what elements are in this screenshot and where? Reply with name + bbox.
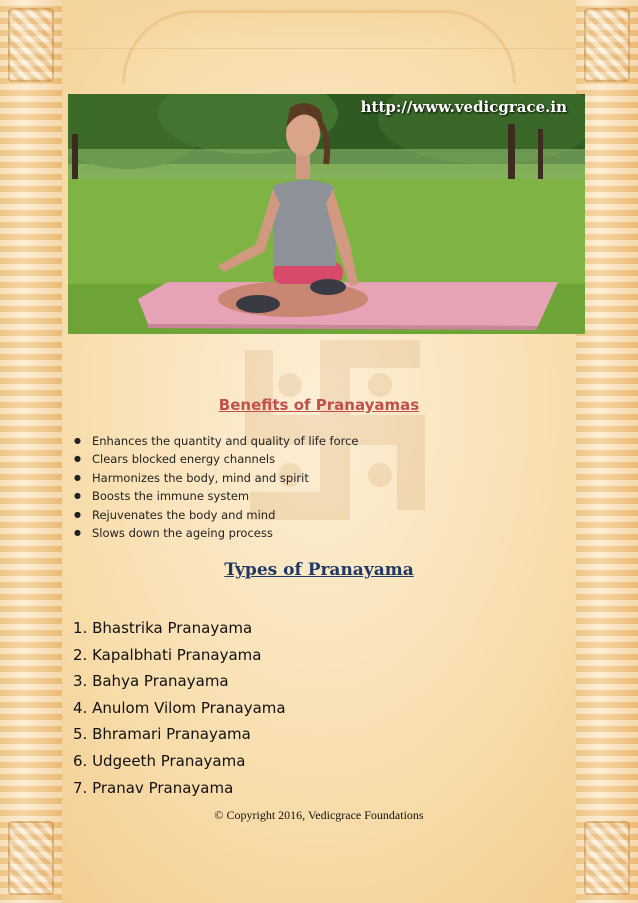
list-item: ● Clears blocked energy channels xyxy=(74,450,359,468)
list-item: 6. Udgeeth Pranayama xyxy=(73,751,246,770)
list-item: ● Harmonizes the body, mind and spirit xyxy=(74,469,359,487)
list-item: ● Enhances the quantity and quality of life force xyxy=(74,432,359,450)
list-item: 3. Bahya Pranayama xyxy=(73,672,229,691)
list-item: ● Slows down the ageing process xyxy=(74,524,359,542)
list-item: ● Rejuvenates the body and mind xyxy=(74,506,359,524)
left-pillar-border xyxy=(0,0,62,903)
benefits-heading: Benefits of Pranayamas xyxy=(218,396,420,414)
types-heading: Types of Pranayama xyxy=(224,560,414,580)
meditation-photo xyxy=(68,94,585,334)
list-item: 1. Bhastrika Pranayama xyxy=(73,619,253,637)
list-item: ● Boosts the immune system xyxy=(74,487,359,505)
list-item: 2. Kapalbhati Pranayama xyxy=(73,645,262,664)
website-url-watermark: http://www.vedicgrace.in xyxy=(360,98,567,116)
top-arch-ornament xyxy=(62,0,576,49)
list-item: 7. Pranav Pranayama xyxy=(73,778,234,797)
list-item: 4. Anulom Vilom Pranayama xyxy=(73,698,286,717)
right-pillar-border xyxy=(576,0,638,903)
types-list xyxy=(73,615,286,801)
benefits-list xyxy=(74,432,359,542)
copyright-footer: © Copyright 2016, Vedicgrace Foundations xyxy=(214,808,424,822)
meditation-scene-illustration xyxy=(68,94,585,334)
list-item: 5. Bhramari Pranayama xyxy=(73,725,251,744)
